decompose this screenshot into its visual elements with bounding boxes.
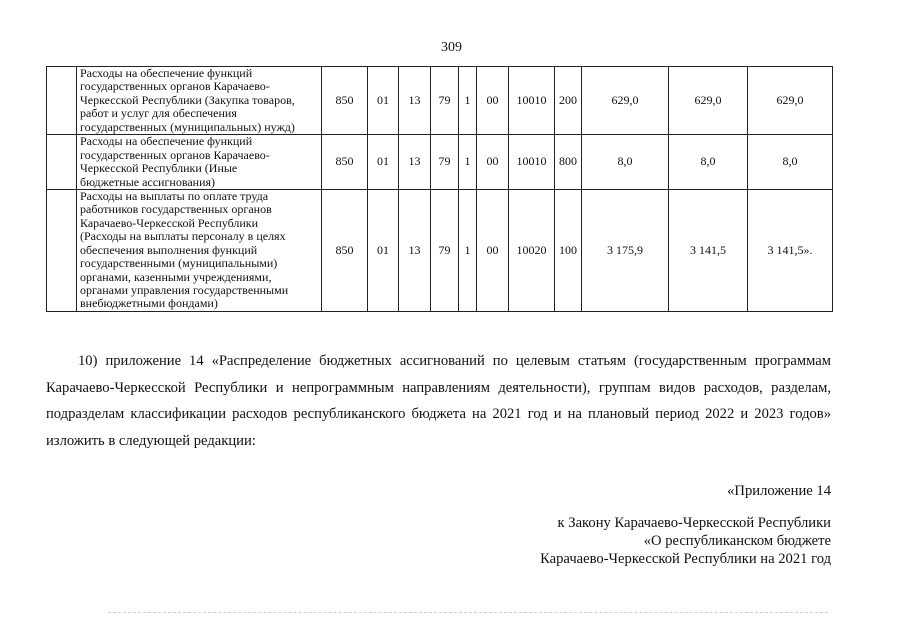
table-row	[47, 67, 833, 135]
appendix-line: к Закону Карачаево-Черкесской Республики	[557, 515, 831, 531]
description-line: государственными (муниципальными)	[80, 256, 278, 271]
code-cell: 850	[322, 135, 368, 190]
description-line: государственных органов Карачаево-	[80, 79, 270, 94]
appendix-title: «Приложение 14	[727, 483, 831, 499]
code-cell: 850	[322, 189, 368, 311]
description-line: органами управления государственными	[80, 283, 289, 297]
amount-cell: 3 175,9	[582, 189, 669, 311]
code-cell: 1	[459, 189, 477, 311]
code-cell: 01	[368, 135, 399, 190]
row-description	[77, 67, 322, 135]
description-line: Расходы на обеспечение функций	[80, 134, 253, 149]
code-cell: 10020	[509, 189, 555, 311]
code-cell: 13	[399, 135, 431, 190]
table-row	[47, 189, 833, 311]
amount-cell: 629,0	[582, 67, 669, 135]
paragraph-line: изложить в следующей редакции:	[46, 432, 256, 449]
code-cell: 850	[322, 67, 368, 135]
description-line: (Расходы на выплаты персоналу в целях	[80, 229, 286, 244]
description-line: внебюджетными фондами)	[80, 296, 218, 311]
appendix-line: «О республиканском бюджете	[643, 533, 831, 549]
code-cell: 1	[459, 135, 477, 190]
row-blank-cell	[47, 189, 77, 311]
code-cell: 00	[477, 135, 509, 190]
code-cell: 00	[477, 189, 509, 311]
code-cell: 79	[431, 135, 459, 190]
page-number: 309	[441, 40, 462, 55]
description-line: государственных (муниципальных) нужд)	[80, 119, 295, 134]
description-line: Черкесской Республики (Иные	[80, 161, 238, 176]
amount-cell: 8,0	[582, 135, 669, 190]
budget-table	[46, 66, 833, 312]
amount-cell: 629,0	[748, 67, 833, 135]
code-cell: 13	[399, 67, 431, 135]
code-cell: 01	[368, 189, 399, 311]
description-line: Расходы на выплаты по оплате труда	[80, 188, 269, 203]
amendment-paragraph	[46, 348, 831, 454]
description-line: работников государственных органов	[80, 202, 272, 217]
description-line: органами, казенными учреждениями,	[80, 269, 272, 284]
amount-cell: 3 141,5	[669, 189, 748, 311]
appendix-line: Карачаево-Черкесской Республики на 2021 год	[540, 551, 831, 567]
description-line: Расходы на обеспечение функций	[80, 66, 253, 80]
row-description	[77, 135, 322, 190]
amount-cell: 629,0	[669, 67, 748, 135]
table-body	[47, 67, 833, 312]
code-cell: 10010	[509, 67, 555, 135]
table-row	[47, 135, 833, 190]
page-edge-divider	[108, 612, 828, 613]
code-cell: 79	[431, 189, 459, 311]
description-line: Карачаево-Черкесской Республики	[80, 215, 259, 230]
code-cell: 10010	[509, 135, 555, 190]
code-cell: 01	[368, 67, 399, 135]
paragraph-line: Карачаево-Черкесской Республики и непрограммным направлениям деятельности), группам видов расходов, разделам,	[46, 379, 831, 396]
row-blank-cell	[47, 135, 77, 190]
code-cell: 100	[555, 189, 582, 311]
paragraph-line: подразделам классификации расходов республиканского бюджета на 2021 год и на плановый период 2022 и 2023 годов»	[46, 406, 831, 422]
code-cell: 200	[555, 67, 582, 135]
amount-cell: 8,0	[669, 135, 748, 190]
appendix-reference	[540, 514, 831, 568]
row-blank-cell	[47, 67, 77, 135]
description-line: Черкесской Республики (Закупка товаров,	[80, 92, 295, 107]
row-description	[77, 189, 322, 311]
code-cell: 00	[477, 67, 509, 135]
description-line: бюджетные ассигнования)	[80, 174, 216, 189]
code-cell: 800	[555, 135, 582, 190]
amount-cell: 3 141,5».	[748, 189, 833, 311]
code-cell: 1	[459, 67, 477, 135]
description-line: обеспечения выполнения функций	[80, 242, 258, 257]
amount-cell: 8,0	[748, 135, 833, 190]
paragraph-line: 10) приложение 14 «Распределение бюджетных ассигнований по целевым статьям (государственным программам	[78, 353, 831, 369]
description-line: работ и услуг для обеспечения	[80, 106, 237, 121]
code-cell: 13	[399, 189, 431, 311]
description-line: государственных органов Карачаево-	[80, 147, 270, 162]
code-cell: 79	[431, 67, 459, 135]
